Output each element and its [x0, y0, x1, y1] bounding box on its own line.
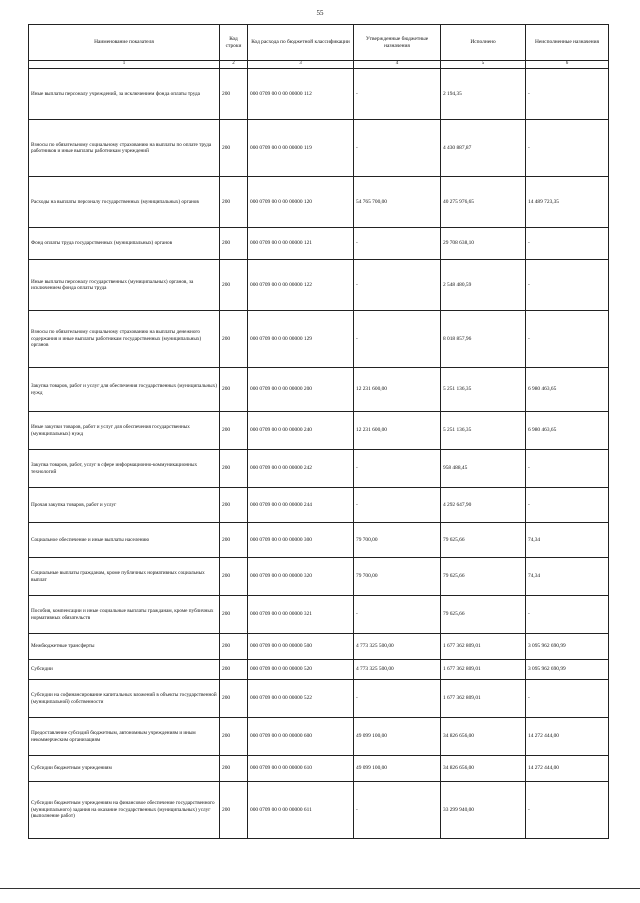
- cell-unexecuted: 3 095 962 690,99: [526, 634, 609, 660]
- cell-approved: 49 099 100,00: [354, 718, 441, 756]
- cell-unexecuted: -: [526, 782, 609, 839]
- cell-executed: 40 275 976,65: [441, 177, 526, 228]
- cell-name: Иные выплаты персоналу государственных (муниципальных) органов, за исключением фонда оплаты труда: [29, 260, 220, 311]
- table-row: [29, 634, 609, 660]
- cell-name: Субсидии бюджетным учреждениям: [29, 756, 220, 782]
- table-row: [29, 756, 609, 782]
- cell-line: 200: [220, 228, 248, 260]
- cell-approved: -: [354, 311, 441, 368]
- table-row: [29, 368, 609, 412]
- cell-code: 000 0709 00 0 00 00000 244: [248, 488, 354, 523]
- cell-code: 000 0709 00 0 00 00000 112: [248, 69, 354, 120]
- column-number: 1: [29, 61, 220, 69]
- cell-line: 200: [220, 718, 248, 756]
- column-number: 5: [441, 61, 526, 69]
- cell-line: 200: [220, 368, 248, 412]
- table-row: [29, 523, 609, 558]
- cell-name: Субсидии на софинансирование капитальных вложений в объекты государственной (муниципальной) собственности: [29, 680, 220, 718]
- table-row: [29, 596, 609, 634]
- cell-unexecuted: -: [526, 680, 609, 718]
- table-row: [29, 120, 609, 177]
- cell-code: 000 0709 00 0 00 00000 120: [248, 177, 354, 228]
- cell-line: 200: [220, 558, 248, 596]
- table-row: [29, 450, 609, 488]
- cell-unexecuted: -: [526, 120, 609, 177]
- cell-unexecuted: 74,34: [526, 523, 609, 558]
- table-row: [29, 69, 609, 120]
- cell-code: 000 0709 00 0 00 00000 321: [248, 596, 354, 634]
- cell-unexecuted: -: [526, 488, 609, 523]
- header-line-code: Код строки: [220, 25, 248, 61]
- cell-code: 000 0709 00 0 00 00000 320: [248, 558, 354, 596]
- cell-executed: 4 292 647,90: [441, 488, 526, 523]
- cell-approved: -: [354, 782, 441, 839]
- cell-approved: -: [354, 228, 441, 260]
- cell-executed: 79 625,66: [441, 558, 526, 596]
- cell-name: Межбюджетные трансферты: [29, 634, 220, 660]
- cell-approved: 79 700,00: [354, 558, 441, 596]
- cell-unexecuted: 14 272 444,00: [526, 756, 609, 782]
- column-number: 2: [220, 61, 248, 69]
- cell-executed: 8 018 857,96: [441, 311, 526, 368]
- cell-name: Предоставление субсидий бюджетным, автономным учреждениям и иным некоммерческим организациям: [29, 718, 220, 756]
- cell-code: 000 0709 00 0 00 00000 500: [248, 634, 354, 660]
- cell-unexecuted: -: [526, 69, 609, 120]
- cell-approved: -: [354, 596, 441, 634]
- table-row: [29, 718, 609, 756]
- cell-line: 200: [220, 782, 248, 839]
- cell-unexecuted: 3 095 962 690,99: [526, 660, 609, 680]
- budget-execution-table: [28, 24, 609, 839]
- cell-approved: 49 099 100,00: [354, 756, 441, 782]
- cell-approved: -: [354, 120, 441, 177]
- cell-name: Иные выплаты персоналу учреждений, за исключением фонда оплаты труда: [29, 69, 220, 120]
- cell-name: Субсидии бюджетным учреждениям на финансовое обеспечение государственного (муниципального) задания на оказание государственных (муниципальных) услуг (выполнение работ): [29, 782, 220, 839]
- column-number: 4: [354, 61, 441, 69]
- table-row: [29, 488, 609, 523]
- column-number: 6: [526, 61, 609, 69]
- cell-line: 200: [220, 260, 248, 311]
- cell-code: 000 0709 00 0 00 00000 522: [248, 680, 354, 718]
- header-unexecuted: Неисполненные назначения: [526, 25, 609, 61]
- cell-code: 000 0709 00 0 00 00000 242: [248, 450, 354, 488]
- cell-unexecuted: -: [526, 450, 609, 488]
- column-number: 3: [248, 61, 354, 69]
- cell-unexecuted: 6 980 463,65: [526, 368, 609, 412]
- table-row: [29, 782, 609, 839]
- table-row: [29, 558, 609, 596]
- cell-line: 200: [220, 634, 248, 660]
- cell-unexecuted: 6 980 463,65: [526, 412, 609, 450]
- table-row: [29, 680, 609, 718]
- cell-code: 000 0709 00 0 00 00000 122: [248, 260, 354, 311]
- table-row: [29, 177, 609, 228]
- cell-code: 000 0709 00 0 00 00000 121: [248, 228, 354, 260]
- cell-unexecuted: 14 489 723,35: [526, 177, 609, 228]
- cell-unexecuted: 74,34: [526, 558, 609, 596]
- cell-line: 200: [220, 488, 248, 523]
- cell-executed: 33 299 940,00: [441, 782, 526, 839]
- cell-executed: 958 488,45: [441, 450, 526, 488]
- cell-code: 000 0709 00 0 00 00000 520: [248, 660, 354, 680]
- cell-name: Расходы на выплаты персоналу государственных (муниципальных) органов: [29, 177, 220, 228]
- page-number: 55: [316, 9, 324, 17]
- cell-executed: 2 548 480,59: [441, 260, 526, 311]
- cell-line: 200: [220, 69, 248, 120]
- cell-line: 200: [220, 660, 248, 680]
- column-number-row: [29, 61, 609, 69]
- cell-approved: -: [354, 260, 441, 311]
- cell-executed: 1 677 362 809,01: [441, 634, 526, 660]
- cell-executed: 34 826 656,00: [441, 756, 526, 782]
- cell-name: Социальное обеспечение и иные выплаты населению: [29, 523, 220, 558]
- cell-name: Иные закупки товаров, работ и услуг для обеспечения государственных (муниципальных) нужд: [29, 412, 220, 450]
- cell-line: 200: [220, 120, 248, 177]
- cell-approved: -: [354, 488, 441, 523]
- cell-unexecuted: -: [526, 311, 609, 368]
- cell-executed: 1 677 362 809,01: [441, 680, 526, 718]
- cell-name: Взносы по обязательному социальному страхованию на выплаты по оплате труда работников и иные выплаты работникам учреждений: [29, 120, 220, 177]
- cell-code: 000 0709 00 0 00 00000 611: [248, 782, 354, 839]
- header-name: Наименование показателя: [29, 25, 220, 61]
- header-approved: Утвержденные бюджетные назначения: [354, 25, 441, 61]
- cell-executed: 34 826 656,00: [441, 718, 526, 756]
- cell-executed: 29 708 638,10: [441, 228, 526, 260]
- cell-executed: 1 677 362 809,01: [441, 660, 526, 680]
- cell-line: 200: [220, 311, 248, 368]
- cell-approved: 4 773 325 500,00: [354, 634, 441, 660]
- cell-line: 200: [220, 450, 248, 488]
- cell-approved: -: [354, 680, 441, 718]
- cell-name: Фонд оплаты труда государственных (муниципальных) органов: [29, 228, 220, 260]
- table-row: [29, 228, 609, 260]
- cell-approved: 54 765 700,00: [354, 177, 441, 228]
- table-body: [29, 69, 609, 839]
- cell-name: Прочая закупка товаров, работ и услуг: [29, 488, 220, 523]
- cell-name: Закупка товаров, работ, услуг в сфере информационно-коммуникационных технологий: [29, 450, 220, 488]
- header-executed: Исполнено: [441, 25, 526, 61]
- cell-unexecuted: -: [526, 228, 609, 260]
- header-budget-code: Код расхода по бюджетной классификации: [248, 25, 354, 61]
- cell-line: 200: [220, 177, 248, 228]
- cell-unexecuted: -: [526, 596, 609, 634]
- table-row: [29, 311, 609, 368]
- table-row: [29, 260, 609, 311]
- cell-executed: 5 251 136,35: [441, 412, 526, 450]
- cell-executed: 4 430 887,87: [441, 120, 526, 177]
- cell-name: Социальные выплаты гражданам, кроме публичных нормативных социальных выплат: [29, 558, 220, 596]
- cell-unexecuted: 14 272 444,00: [526, 718, 609, 756]
- cell-approved: 79 700,00: [354, 523, 441, 558]
- cell-executed: 5 251 136,35: [441, 368, 526, 412]
- cell-name: Субсидии: [29, 660, 220, 680]
- cell-line: 200: [220, 412, 248, 450]
- table-row: [29, 412, 609, 450]
- cell-code: 000 0709 00 0 00 00000 610: [248, 756, 354, 782]
- cell-line: 200: [220, 680, 248, 718]
- cell-code: 000 0709 00 0 00 00000 200: [248, 368, 354, 412]
- cell-approved: 4 773 325 500,00: [354, 660, 441, 680]
- cell-unexecuted: -: [526, 260, 609, 311]
- table-row: [29, 660, 609, 680]
- cell-line: 200: [220, 596, 248, 634]
- cell-approved: -: [354, 69, 441, 120]
- footer-divider: [0, 888, 640, 889]
- cell-line: 200: [220, 756, 248, 782]
- cell-line: 200: [220, 523, 248, 558]
- cell-approved: -: [354, 450, 441, 488]
- cell-executed: 2 194,35: [441, 69, 526, 120]
- cell-code: 000 0709 00 0 00 00000 300: [248, 523, 354, 558]
- table-header-row: [29, 25, 609, 61]
- cell-name: Пособия, компенсации и иные социальные выплаты гражданам, кроме публичных нормативных обязательств: [29, 596, 220, 634]
- cell-name: Взносы по обязательному социальному страхованию на выплаты денежного содержания и иные выплаты работникам государственных (муниципальных) органов: [29, 311, 220, 368]
- cell-executed: 79 625,66: [441, 596, 526, 634]
- cell-name: Закупка товаров, работ и услуг для обеспечения государственных (муниципальных) нужд: [29, 368, 220, 412]
- cell-executed: 79 625,66: [441, 523, 526, 558]
- cell-code: 000 0709 00 0 00 00000 240: [248, 412, 354, 450]
- cell-approved: 12 231 600,00: [354, 368, 441, 412]
- cell-code: 000 0709 00 0 00 00000 600: [248, 718, 354, 756]
- cell-approved: 12 231 600,00: [354, 412, 441, 450]
- cell-code: 000 0709 00 0 00 00000 119: [248, 120, 354, 177]
- cell-code: 000 0709 00 0 00 00000 129: [248, 311, 354, 368]
